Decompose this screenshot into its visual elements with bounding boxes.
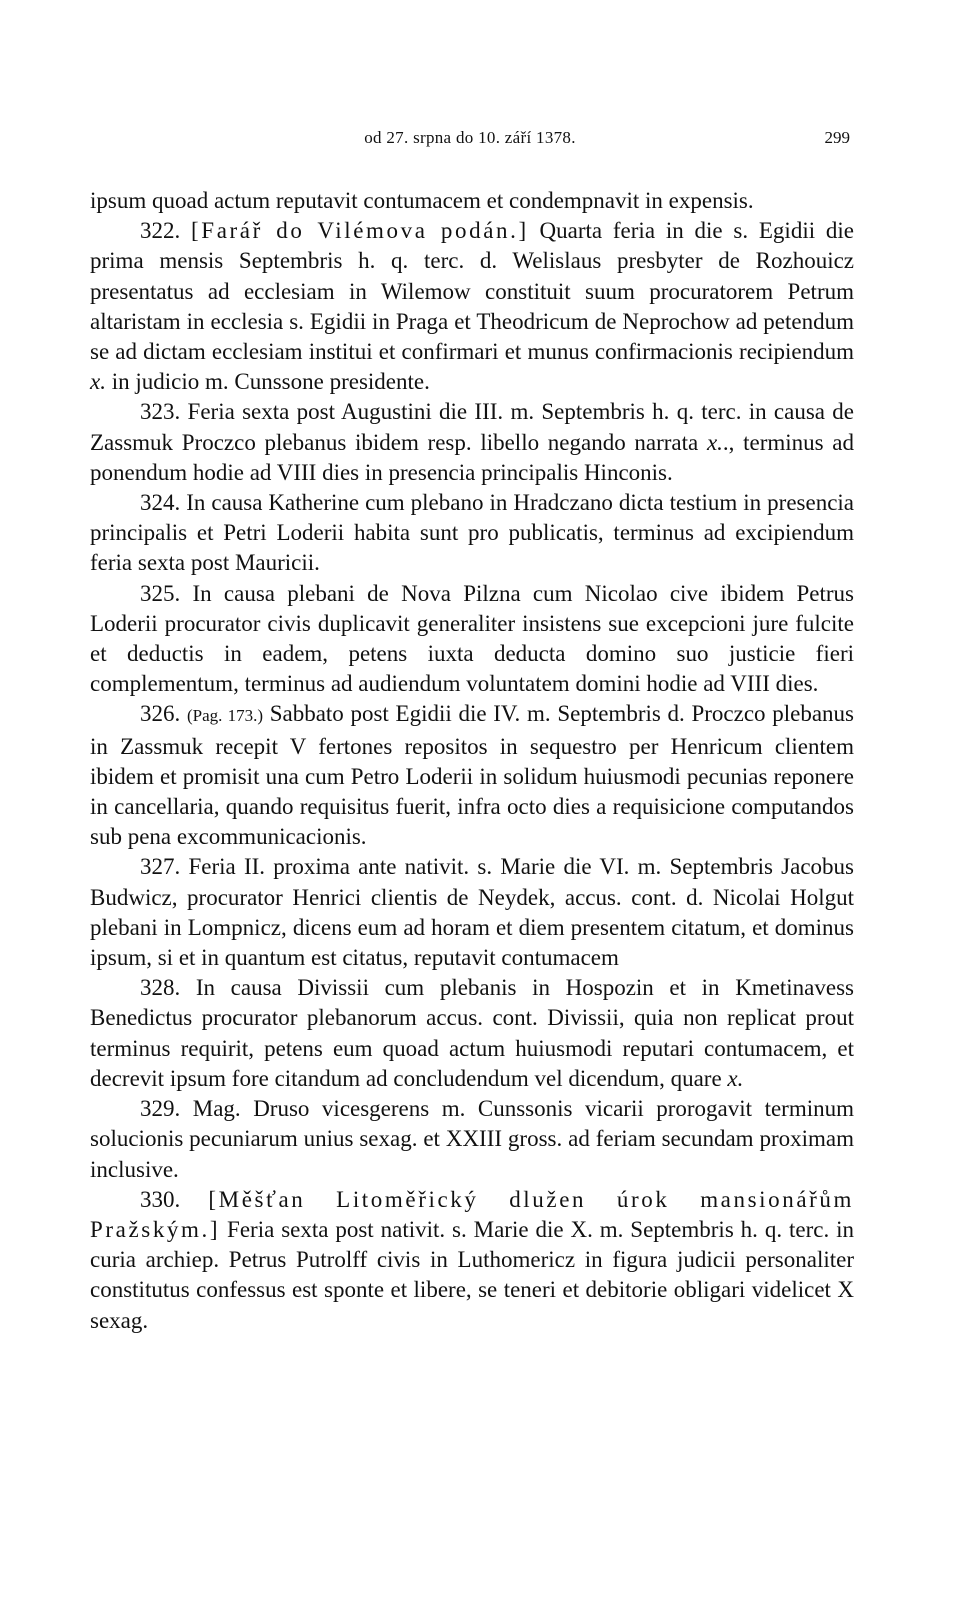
entry-text: Feria sexta post Augustini die III. m. Septembris h. q. terc. in causa de Zassmuk Proczco plebanus ibidem resp. libello negando narrata: [90, 399, 854, 455]
paragraph-text: ipsum quoad actum reputavit contumacem et condempnavit in expensis.: [90, 188, 754, 213]
entry-329: [90, 1094, 854, 1185]
entry-text: Sabbato post Egidii die IV. m. Septembris d. Proczco plebanus in Zassmuk recepit V fertones repositos in sequestro per Henricum clientem ibidem et promisit una cum Petro Loderii in solidum huiusmodi pecunias reponere in cancellaria, quando requisitus fuerit, infra octo dies a requisicione computandos sub pena excommunicacionis.: [90, 701, 855, 850]
page-number: 299: [824, 128, 850, 147]
entry-number: 326.: [140, 701, 181, 727]
entry-text: Feria II. proxima ante nativit. s. Marie die VI. m. Septembris Jacobus Budwicz, procurator Henrici clientis de Neydek, accus. cont. d. Nicolai Holgut plebani in Lompnicz, dicens eum ad horam et diem presentem citatum, et dominus ipsum, si et in quantum est citatus, reputavit contumacem: [90, 854, 855, 971]
entry-324: [90, 488, 854, 579]
running-title: od 27. srpna do 10. září 1378.: [364, 128, 576, 147]
entry-text: Mag. Druso vicesgerens m. Cunssonis vicarii prorogavit terminum solucionis pecuniarum unius sexag. et XXIII gross. ad feriam secundam proximam inclusive.: [90, 1096, 854, 1182]
entry-text: Quarta feria in die s. Egidii die prima mensis Septembris h. q. terc. d. Welislaus presbyter de Rozhouicz presentatus ad ecclesiam in Wilemow constituit suum procuratorem Petrum altaristam in ecclesia s. Egidii in Praga et Theodricum de Neprochow ad petendum se ad dictam ecclesiam institui et confirmari et munus confirmacionis recipiendum: [90, 218, 854, 365]
etc-mark: x.: [727, 1065, 744, 1091]
entry-325: [90, 579, 854, 700]
entry-number: 322.: [140, 218, 181, 244]
entry-text: In causa Divissii cum plebanis in Hospozin et in Kmetinavess Benedictus procurator plebanorum accus. cont. Divissii, quia non replicat prout terminus requirit, petens eum quoad actum huiusmodi reputari contumacem, et decrevit ipsum fore citandum ad concludendum vel dicendum, quare: [90, 975, 854, 1091]
entry-tail: ., terminus ad ponendum hodie ad VIII dies in presencia principalis Hinconis.: [90, 429, 854, 485]
entry-327: [90, 852, 854, 973]
entry-tail: in judicio m. Cunssone presidente.: [111, 369, 430, 395]
entry-326: [90, 699, 854, 852]
etc-mark: x.: [90, 369, 106, 395]
entry-number: 327.: [140, 854, 181, 880]
document-body: [90, 186, 854, 1336]
entry-322: [90, 216, 854, 397]
entry-number: 325.: [140, 580, 181, 606]
entry-heading: [Farář do Vilémova podán.]: [191, 218, 529, 244]
entry-text: In causa Katherine cum plebano in Hradczano dicta testium in presencia principalis et Petri Loderii habita sunt pro publicatis, terminus ad excipiendum feria sexta post Mauricii.: [90, 490, 854, 576]
entry-text: In causa plebani de Nova Pilzna cum Nicolao cive ibidem Petrus Loderii procurator civis duplicavit generaliter insistens sue excepcioni jure fulcite et deductis in eadem, petens iuxta deducta domino suo justicie fieri complementum, terminus ad audiendum voluntatem domini hodie ad VIII dies.: [90, 580, 854, 697]
entry-328: [90, 973, 854, 1094]
entry-number: 330.: [140, 1186, 181, 1212]
entry-number: 329.: [140, 1096, 181, 1122]
entry-323: [90, 397, 854, 488]
page-header: [90, 128, 850, 158]
entry-heading: [Měšťan Litoměřický dlužen úrok mansionářům Pražským.]: [90, 1186, 854, 1242]
page-reference: (Pag. 173.): [186, 706, 263, 726]
etc-mark: x.: [706, 429, 723, 455]
entry-number: 328.: [140, 975, 181, 1001]
entry-330: [90, 1185, 854, 1336]
entry-text: Feria sexta post nativit. s. Marie die X. m. Septembris h. q. terc. in curia archiep. Petrus Putrolff civis in Luthomericz in figura judicii personaliter constitutus confessus est sponte et libere, se teneri et debitorie obligari videlicet X sexag.: [90, 1216, 854, 1333]
entry-number: 324.: [140, 490, 181, 516]
entry-number: 323.: [140, 399, 181, 425]
paragraph-continuation: [90, 186, 854, 216]
